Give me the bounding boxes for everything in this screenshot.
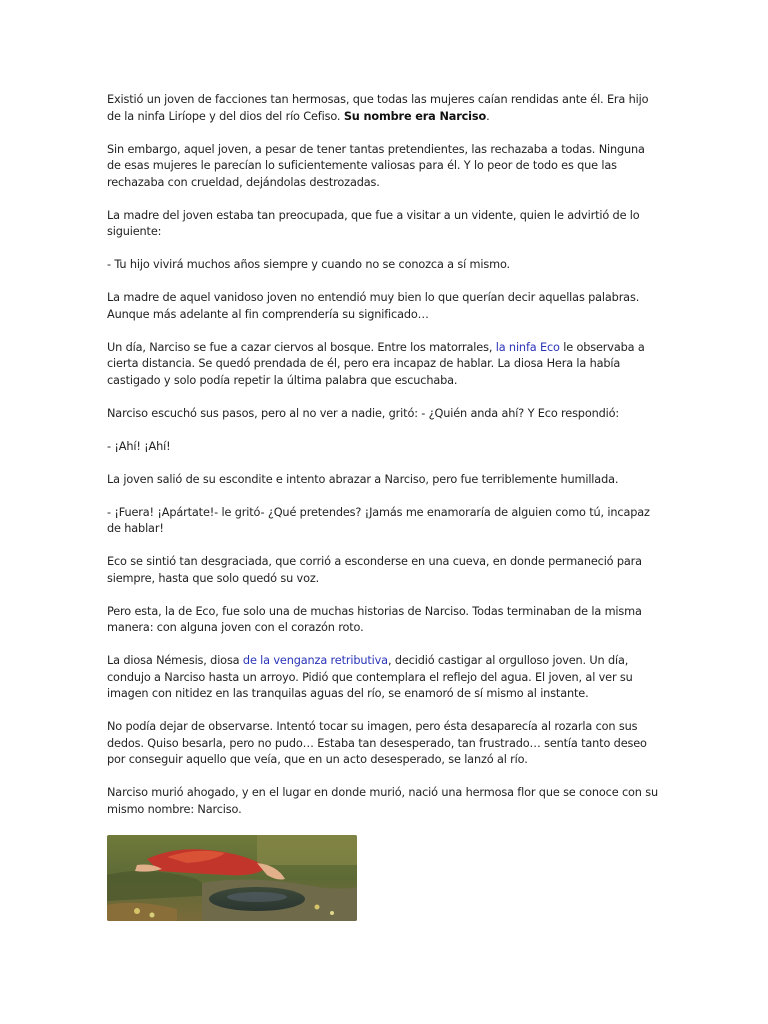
- article-body: [107, 92, 661, 921]
- link-ninfa-eco[interactable]: la ninfa Eco: [495, 340, 560, 354]
- paragraph-1-end: .: [486, 109, 490, 123]
- paragraph-10: - ¡Fuera! ¡Apártate!- le gritó- ¿Qué pretendes? ¡Jamás me enamoraría de alguien como tú, incapaz de hablar!: [107, 505, 650, 535]
- paragraph-7: Narciso escuchó sus pasos, pero al no ver a nadie, gritó: - ¿Quién anda ahí? Y Eco respondió:: [107, 406, 620, 420]
- paragraph-9: La joven salió de su escondite e intento abrazar a Narciso, pero fue terriblemente humillada.: [107, 472, 619, 486]
- narcissus-painting-image: [107, 835, 357, 921]
- paragraph-14: No podía dejar de observarse. Intentó tocar su imagen, pero ésta desaparecía al rozarla con sus dedos. Quiso besarla, pero no pudo… Estaba tan desesperado, tan frustrado… sentía tanto deseo por conseguir aquello que veía, que en un acto desesperado, se lanzó al río.: [107, 720, 647, 766]
- paragraph-13-text-b: , decidió castigar al orgulloso joven. Un día, condujo a Narciso hasta un arroyo. Pidió que contemplara el reflejo del agua. El joven, al ver su imagen con nitidez en las tranquilas aguas del río, se enamoró de sí mismo al instante.: [107, 654, 633, 700]
- narciso-name-bold: Su nombre era Narciso: [343, 109, 487, 123]
- paragraph-15: Narciso murió ahogado, y en el lugar en donde murió, nació una hermosa flor que se conoce con su mismo nombre: Narciso.: [107, 786, 658, 816]
- paragraph-4: - Tu hijo vivirá muchos años siempre y cuando no se conozca a sí mismo.: [107, 258, 510, 271]
- paragraph-1: [107, 92, 661, 125]
- paragraph-6-text-a: Un día, Narciso se fue a cazar ciervos al bosque. Entre los matorrales,: [107, 340, 493, 354]
- paragraph-1-text: Existió un joven de facciones tan hermosas, que todas las mujeres caían rendidas ante él. Era hijo de la ninfa Liríope y del dios del río Cefiso.: [107, 93, 649, 123]
- paragraph-8: - ¡Ahí! ¡Ahí!: [107, 439, 171, 453]
- paragraph-12: Pero esta, la de Eco, fue solo una de muchas historias de Narciso. Todas terminaban de la misma manera: con alguna joven con el corazón roto.: [107, 604, 642, 634]
- link-venganza-retributiva[interactable]: de la venganza retributiva: [242, 654, 388, 667]
- paragraph-3: La madre del joven estaba tan preocupada, que fue a visitar a un vidente, quien le advirtió de lo siguiente:: [107, 208, 640, 238]
- paragraph-2: Sin embargo, aquel joven, a pesar de tener tantas pretendientes, las rechazaba a todas. Ninguna de esas mujeres le parecían lo suficientemente valiosas para él. Y lo peor de todo es que las rechazaba con crueldad, dejándolas destrozadas.: [107, 142, 645, 189]
- paragraph-6: [107, 340, 661, 390]
- paragraph-13-text-a: La diosa Némesis, diosa: [107, 654, 240, 667]
- paragraph-6-text-b: le observaba a cierta distancia. Se quedó prendada de él, pero era incapaz de hablar. La diosa Hera la había castigado y solo podía repetir la última palabra que escuchaba.: [107, 340, 645, 387]
- paragraph-11: Eco se sintió tan desgraciada, que corrió a esconderse en una cueva, en donde permaneció para siempre, hasta que solo quedó su voz.: [107, 555, 642, 585]
- paragraph-13: [107, 653, 661, 703]
- paragraph-5: La madre de aquel vanidoso joven no entendió muy bien lo que querían decir aquellas palabras. Aunque más adelante al fin comprendería su significado…: [107, 291, 640, 321]
